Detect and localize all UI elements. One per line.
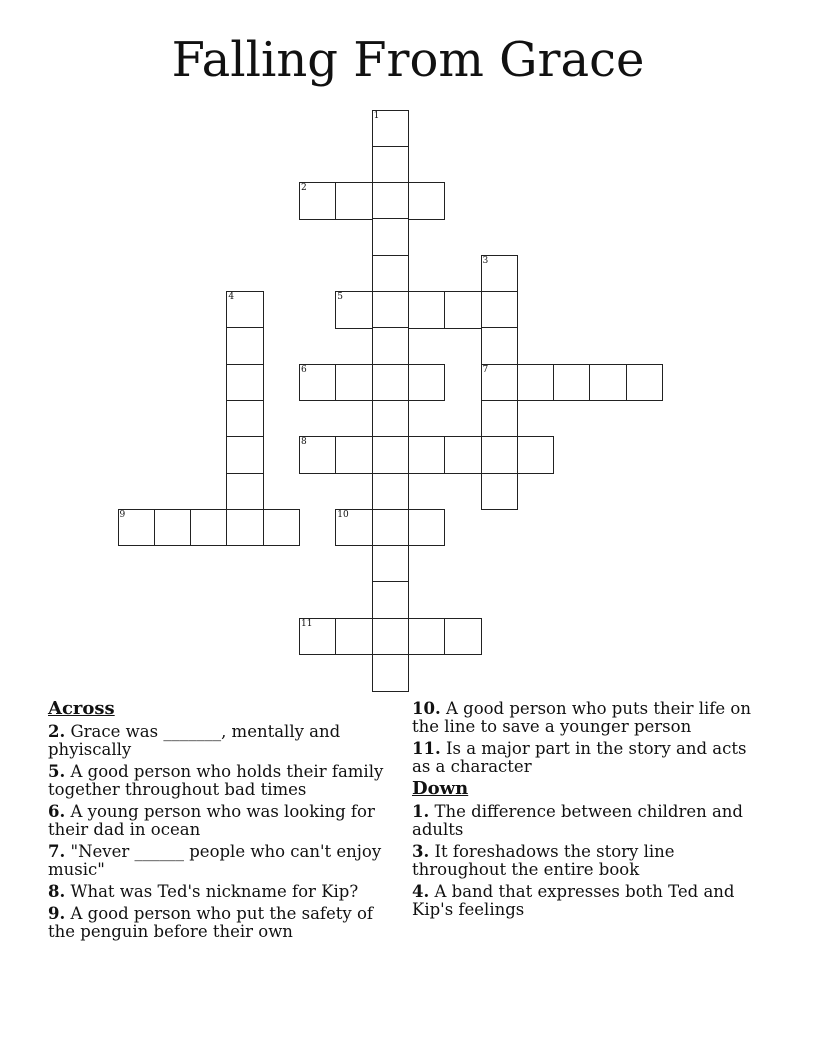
clue-across-10: 10 . A good person who puts their life on the line to save a younger person xyxy=(412,700,762,736)
grid-cell[interactable] xyxy=(444,618,482,656)
grid-cell[interactable] xyxy=(553,364,591,402)
grid-cell[interactable] xyxy=(190,509,228,547)
puzzle-title: Falling From Grace xyxy=(171,32,645,88)
grid-cell[interactable] xyxy=(517,436,555,474)
grid-cell[interactable] xyxy=(481,291,519,329)
grid-cell[interactable] xyxy=(226,364,264,402)
grid-cell[interactable] xyxy=(154,509,192,547)
grid-cell[interactable] xyxy=(444,436,482,474)
grid-cell[interactable] xyxy=(372,182,410,220)
grid-cell[interactable] xyxy=(444,291,482,329)
grid-cell[interactable] xyxy=(226,436,264,474)
clue-down-1: 1 . The difference between children and adults xyxy=(412,803,762,839)
across-heading: Across xyxy=(48,698,115,719)
clue-number: 10 xyxy=(337,509,349,520)
clue-number: 6 xyxy=(301,364,307,375)
grid-cell[interactable] xyxy=(481,400,519,438)
grid-cell[interactable] xyxy=(226,327,264,365)
clue-number: 2 xyxy=(301,183,307,194)
clues-column-left xyxy=(48,700,393,945)
clue-number: 9 xyxy=(119,509,126,520)
grid-cell[interactable] xyxy=(408,618,446,656)
grid-cell[interactable] xyxy=(408,364,446,402)
clue-number: 7 xyxy=(482,364,489,375)
down-heading: Down xyxy=(412,778,469,799)
grid-cell[interactable] xyxy=(118,509,156,547)
grid-cell[interactable] xyxy=(226,509,264,547)
clue-across-5: 5 . A good person who holds their family together throughout bad times xyxy=(48,763,393,799)
clue-down-3: 3 . It foreshadows the story line throughout the entire book xyxy=(412,843,762,879)
grid-cell[interactable] xyxy=(226,473,264,511)
grid-cell[interactable] xyxy=(589,364,627,402)
grid-cell[interactable] xyxy=(481,473,519,511)
grid-cell[interactable] xyxy=(335,291,373,329)
clue-down-4: 4 . A band that expresses both Ted and Kip's feelings xyxy=(412,883,762,919)
grid-cell[interactable] xyxy=(408,291,446,329)
grid-cell[interactable] xyxy=(372,618,410,656)
clue-number: 1 xyxy=(373,110,380,121)
grid-cell[interactable] xyxy=(299,436,337,474)
grid-cell[interactable] xyxy=(372,218,410,256)
grid-cell[interactable] xyxy=(408,182,446,220)
grid-cell[interactable] xyxy=(372,364,410,402)
grid-cell[interactable] xyxy=(481,364,519,402)
clue-across-7: 7 . "Never ______ people who can't enjoy music" xyxy=(48,843,393,879)
grid-cell[interactable] xyxy=(299,618,337,656)
clue-across-9: 9 . A good person who put the safety of the penguin before their own xyxy=(48,905,393,941)
clue-number: 4 xyxy=(228,292,235,302)
grid-cell[interactable] xyxy=(372,255,410,293)
grid-cell[interactable] xyxy=(226,400,264,438)
grid-cell[interactable] xyxy=(517,364,555,402)
grid-cell[interactable] xyxy=(263,509,301,547)
grid-cell[interactable] xyxy=(408,436,446,474)
clue-across-8: 8 . What was Ted's nickname for Kip? xyxy=(48,883,393,901)
grid-cell[interactable] xyxy=(335,364,373,402)
clue-number: 5 xyxy=(337,292,344,302)
grid-cell[interactable] xyxy=(372,509,410,547)
grid-cell[interactable] xyxy=(299,364,337,402)
grid-cell[interactable] xyxy=(335,618,373,656)
grid-cell[interactable] xyxy=(408,509,446,547)
clue-number: 3 xyxy=(482,255,489,266)
grid-cell[interactable] xyxy=(372,146,410,184)
clue-number: 11 xyxy=(301,618,313,629)
grid-cell[interactable] xyxy=(372,291,410,329)
grid-cell[interactable] xyxy=(481,255,519,293)
grid-cell[interactable] xyxy=(372,110,410,148)
grid-cell[interactable] xyxy=(372,473,410,511)
grid-cell[interactable] xyxy=(372,436,410,474)
grid-cell[interactable] xyxy=(226,291,264,329)
grid-cell[interactable] xyxy=(335,182,373,220)
clue-across-11: 11 . Is a major part in the story and acts as a character xyxy=(412,740,762,776)
grid-cell[interactable] xyxy=(372,654,410,692)
grid-cell[interactable] xyxy=(335,436,373,474)
grid-cell[interactable] xyxy=(299,182,337,220)
clue-number: 8 xyxy=(301,437,307,448)
grid-cell[interactable] xyxy=(372,400,410,438)
clue-across-6: 6 . A young person who was looking for their dad in ocean xyxy=(48,803,393,839)
grid-cell[interactable] xyxy=(626,364,664,402)
grid-cell[interactable] xyxy=(481,327,519,365)
grid-cell[interactable] xyxy=(335,509,373,547)
grid-cell[interactable] xyxy=(372,327,410,365)
grid-cell[interactable] xyxy=(372,581,410,619)
clues-column-right xyxy=(412,700,762,923)
grid-cell[interactable] xyxy=(481,436,519,474)
clue-across-2: 2 . Grace was _______, mentally and phyiscally xyxy=(48,723,393,759)
grid-cell[interactable] xyxy=(372,545,410,583)
